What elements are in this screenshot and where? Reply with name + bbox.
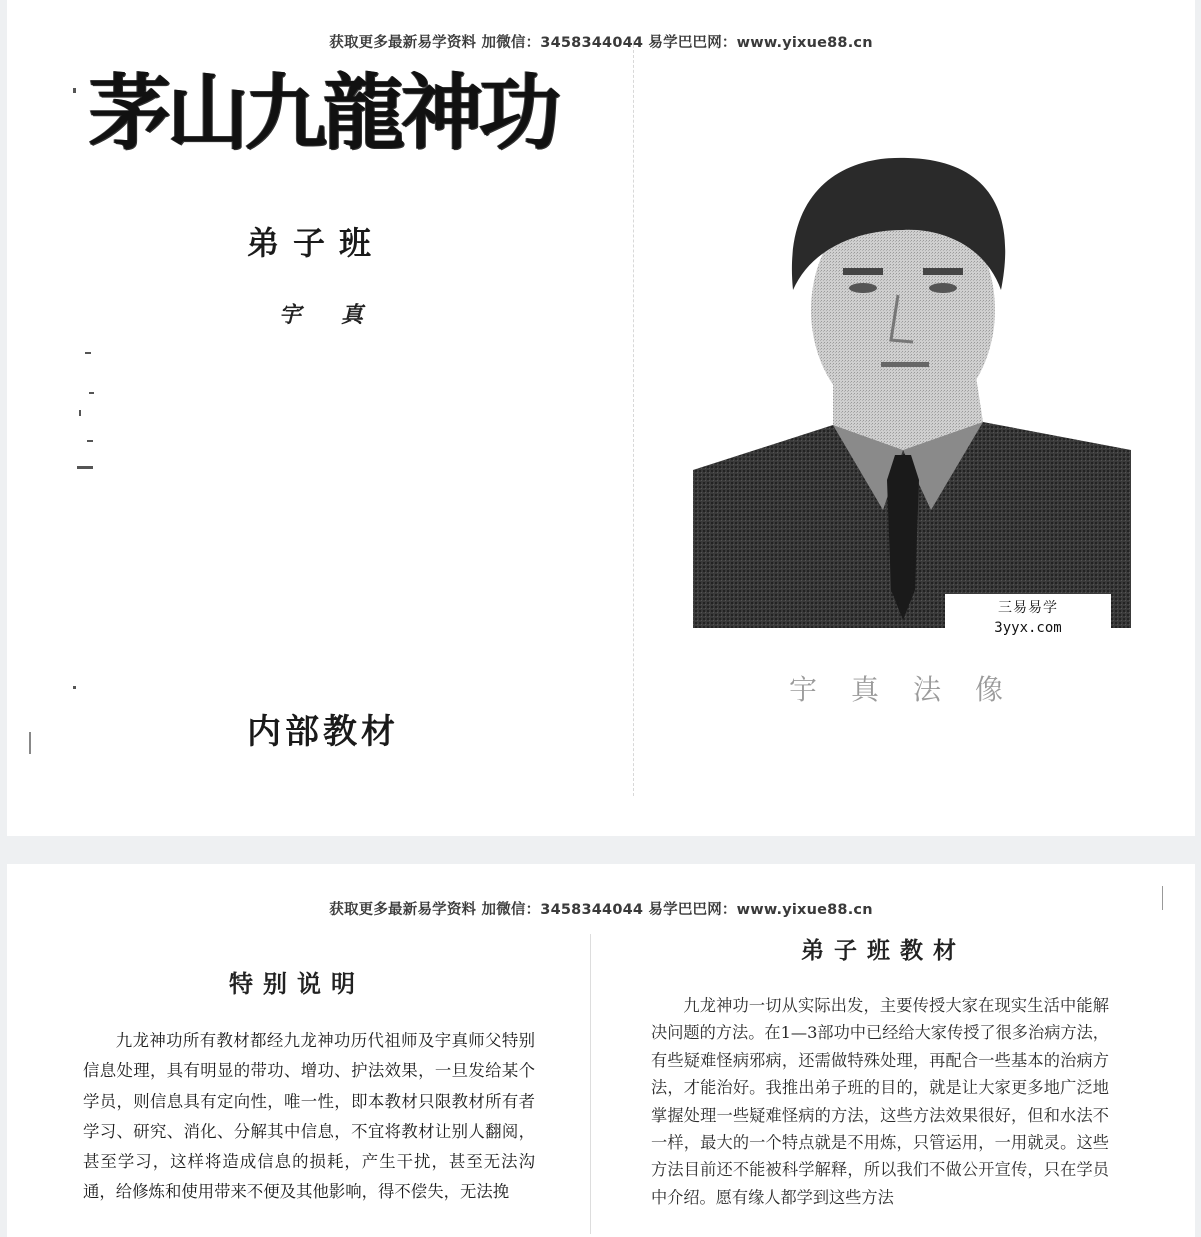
book-title: 茅山九龍神功 [89,65,558,161]
scan-speck [85,352,91,354]
text-page [7,864,1195,1237]
cover-page [7,0,1195,836]
portrait-photo [683,150,1131,628]
portrait-label-line2: 3yyx.com [994,620,1062,636]
scan-speck [29,732,31,754]
scan-speck [1162,886,1163,910]
scan-speck [87,440,93,442]
page-fold [590,934,591,1234]
portrait-caption: 宇真法像 [789,673,1038,706]
notice-heading: 特别说明 [229,970,365,998]
internal-material-label: 内部教材 [247,712,399,752]
scan-speck [73,88,76,93]
scan-speck [77,466,93,469]
portrait-watermark-label [945,594,1111,644]
watermark-text: 获取更多最新易学资料 加微信：3458344044 易学巴巴网：www.yixue88.cn [329,35,873,51]
textbook-body: 九龙神功一切从实际出发，主要传授大家在现实生活中能解决问题的方法。在1—3部功中已经给大家传授了很多治病方法，有些疑难怪病邪病，还需做特殊处理，再配合一些基本的治病方法，才能治好。我推出弟子班的目的，就是让大家更多地广泛地掌握处理一些疑难怪病的方法，这些方法效果很好，但和水法不一样，最大的一个特点就是不用炼，只管运用，一用就灵。这些方法目前还不能被科学解释，所以我们不做公开宣传，只在学员中介绍。愿有缘人都学到这些方法 [651,996,1109,1207]
book-subtitle: 弟子班 [247,224,386,262]
notice-body: 九龙神功所有教材都经九龙神功历代祖师及宇真师父特别信息处理，具有明显的带功、增功、护法效果，一旦发给某个学员，则信息具有定向性，唯一性，即本教材只限教材所有者学习、研究、消化、分解其中信息，不宜将教材让别人翻阅，甚至学习，这样将造成信息的损耗，产生干扰，甚至无法沟通，给修炼和使用带来不便及其他影响，得不偿失，无法挽 [83,1031,535,1202]
scan-speck [89,392,94,394]
scan-speck [79,410,81,416]
portrait-label-line1: 三易易学 [998,600,1058,616]
scan-speck [73,686,76,689]
textbook-heading: 弟子班教材 [801,937,966,964]
book-author: 宇真 [279,302,404,328]
watermark-text: 获取更多最新易学资料 加微信：3458344044 易学巴巴网：www.yixue88.cn [329,902,873,918]
page-fold [633,40,635,796]
